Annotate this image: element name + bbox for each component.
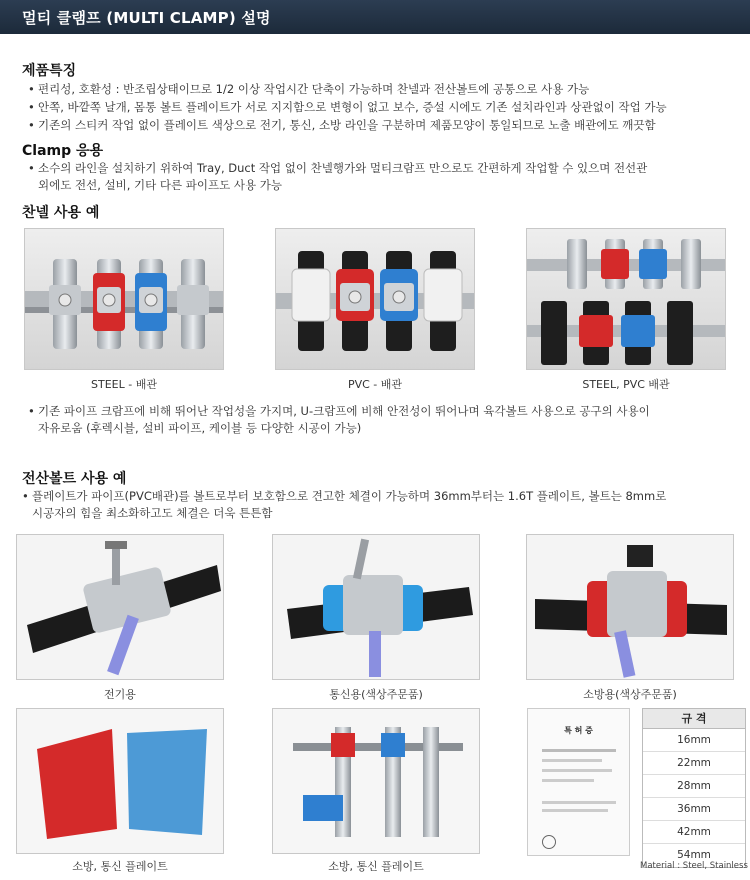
page-title: 멀티 클램프 (MULTI CLAMP) 설명 xyxy=(22,9,271,27)
clamp-use-title: Clamp 응용 xyxy=(22,143,104,159)
caption-fire: 소방용(색상주문품) xyxy=(583,688,677,701)
channel-note: • 기존 파이프 크람프에 비해 뛰어난 작업성을 가지며, U-크람프에 비해 안전성이 뛰어나며 육각볼트 사용으로 공구의 사용이 자유로움 (후렉시블, 설비 파이프, 케이블 등 다양한 시공이 가능) xyxy=(28,404,650,435)
feature-item: • 기존의 스티커 작업 없이 플레이트 색상으로 전기, 통신, 소방 라인을 구분하며 제품모양이 통일되므로 노출 배관에도 깨끗함 xyxy=(28,118,656,132)
caption-plate-1: 소방, 통신 플레이트 xyxy=(72,860,168,873)
channel-examples-title: 찬넬 사용 예 xyxy=(22,205,100,221)
features-title: 제품특징 xyxy=(22,63,77,79)
caption-pvc: PVC - 배관 xyxy=(347,378,403,391)
spec-row: 36mm xyxy=(643,798,745,821)
feature-item: • 안쪽, 바깥쪽 날개, 몸통 볼트 플레이트가 서로 지지함으로 변형이 없고 보수, 증설 시에도 기존 설치라인과 상관없이 작업 가능 xyxy=(28,100,667,114)
caption-steel-pvc: STEEL, PVC 배관 xyxy=(582,378,670,391)
photo-plates-assembled xyxy=(272,708,480,854)
material-note: Material : Steel, Stainless xyxy=(640,861,748,871)
seal-icon xyxy=(542,835,556,849)
caption-electric: 전기용 xyxy=(104,688,136,701)
spec-row: 22mm xyxy=(643,752,745,775)
spec-table xyxy=(642,708,746,868)
bolt-note: • 플레이트가 파이프(PVC배관)를 볼트로부터 보호함으로 견고한 체결이 가능하며 36mm부터는 1.6T 플레이트, 볼트는 8mm로 시공자의 힘을 최소화하고도 체결은 더욱 튼튼함 xyxy=(22,489,667,520)
photo-steel-pvc-channel xyxy=(526,228,726,370)
caption-telecom: 통신용(색상주문품) xyxy=(329,688,423,701)
spec-row: 16mm xyxy=(643,729,745,752)
patent-certificate xyxy=(527,708,630,856)
certificate-title: 특 허 증 xyxy=(564,726,593,735)
caption-plate-2: 소방, 통신 플레이트 xyxy=(328,860,424,873)
bolt-examples-title: 전산볼트 사용 예 xyxy=(22,471,127,487)
photo-steel-channel xyxy=(24,228,224,370)
header-bar xyxy=(0,0,750,34)
photo-pvc-channel xyxy=(275,228,475,370)
caption-steel: STEEL - 배관 xyxy=(91,378,157,391)
photo-electric-bolt xyxy=(16,534,224,680)
clamp-use-text: • 소수의 라인을 설치하기 위하여 Tray, Duct 작업 없이 찬넬행가와 멀티크람프 만으로도 간편하게 작업할 수 있으며 전선관 외에도 전선, 설비, 기타 다른 파이프도 사용 가능 xyxy=(28,161,648,192)
feature-item: • 편리성, 호환성 : 반조립상태이므로 1/2 이상 작업시간 단축이 가능하며 찬넬과 전산볼트에 공통으로 사용 가능 xyxy=(28,82,590,96)
spec-table-header: 규 격 xyxy=(643,709,745,729)
spec-row: 54mm xyxy=(677,849,711,861)
spec-row: 28mm xyxy=(643,775,745,798)
photo-plates-colors xyxy=(16,708,224,854)
photo-fire-bolt xyxy=(526,534,734,680)
photo-telecom-bolt xyxy=(272,534,480,680)
spec-row: 42mm xyxy=(643,821,745,844)
